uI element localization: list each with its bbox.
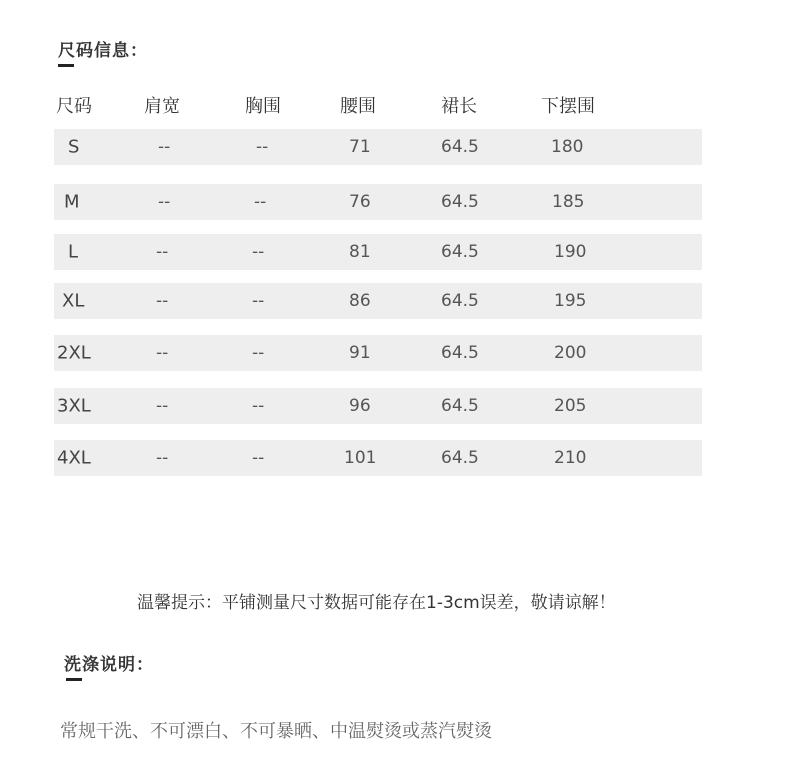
cell-waist: 86 (349, 291, 371, 311)
cell-size: 4XL (57, 447, 91, 469)
header-skirt-length: 裙长 (441, 96, 477, 117)
cell-skirt-length: 64.5 (441, 242, 479, 262)
cell-shoulder: -- (156, 448, 169, 468)
table-row (54, 283, 702, 319)
cell-size: 3XL (57, 395, 91, 417)
cell-chest: -- (252, 343, 265, 363)
table-row (54, 234, 702, 270)
cell-size: S (68, 136, 80, 158)
header-shoulder: 肩宽 (144, 96, 180, 117)
care-instructions-text: 常规干洗、不可漂白、不可暴晒、中温熨烫或蒸汽熨烫 (60, 721, 492, 742)
cell-chest: -- (252, 396, 265, 416)
cell-hem: 195 (554, 291, 587, 311)
size-info-title-underline (58, 64, 74, 67)
cell-chest: -- (254, 192, 267, 212)
cell-shoulder: -- (156, 242, 169, 262)
size-table-header (0, 92, 790, 118)
care-instructions-title: 洗涤说明： (64, 655, 154, 675)
cell-size: XL (62, 290, 85, 312)
size-info-title: 尺码信息： (58, 41, 148, 61)
header-waist: 腰围 (340, 96, 376, 117)
cell-hem: 190 (554, 242, 587, 262)
cell-skirt-length: 64.5 (441, 448, 479, 468)
cell-skirt-length: 64.5 (441, 343, 479, 363)
table-row (54, 335, 702, 371)
cell-hem: 185 (552, 192, 585, 212)
cell-waist: 91 (349, 343, 371, 363)
header-hem: 下摆围 (541, 96, 595, 117)
cell-size: M (64, 191, 80, 213)
cell-waist: 71 (349, 137, 371, 157)
cell-hem: 210 (554, 448, 587, 468)
cell-chest: -- (252, 291, 265, 311)
cell-size: L (68, 241, 79, 263)
header-size: 尺码 (56, 96, 92, 117)
cell-hem: 205 (554, 396, 587, 416)
cell-skirt-length: 64.5 (441, 192, 479, 212)
table-row (54, 129, 702, 165)
cell-waist: 76 (349, 192, 371, 212)
measurement-tip: 温馨提示：平铺测量尺寸数据可能存在1-3cm误差，敬请谅解！ (137, 593, 616, 613)
cell-chest: -- (252, 242, 265, 262)
table-row (54, 440, 702, 476)
cell-shoulder: -- (156, 291, 169, 311)
header-chest: 胸围 (245, 96, 281, 117)
cell-hem: 200 (554, 343, 587, 363)
care-instructions-title-underline (66, 678, 82, 681)
cell-skirt-length: 64.5 (441, 137, 479, 157)
cell-shoulder: -- (158, 137, 171, 157)
table-row (54, 388, 702, 424)
cell-chest: -- (252, 448, 265, 468)
cell-shoulder: -- (158, 192, 171, 212)
cell-waist: 101 (344, 448, 377, 468)
table-row (54, 184, 702, 220)
cell-chest: -- (256, 137, 269, 157)
cell-skirt-length: 64.5 (441, 396, 479, 416)
cell-shoulder: -- (156, 343, 169, 363)
cell-skirt-length: 64.5 (441, 291, 479, 311)
cell-waist: 81 (349, 242, 371, 262)
cell-size: 2XL (57, 342, 91, 364)
cell-hem: 180 (551, 137, 584, 157)
cell-shoulder: -- (156, 396, 169, 416)
cell-waist: 96 (349, 396, 371, 416)
